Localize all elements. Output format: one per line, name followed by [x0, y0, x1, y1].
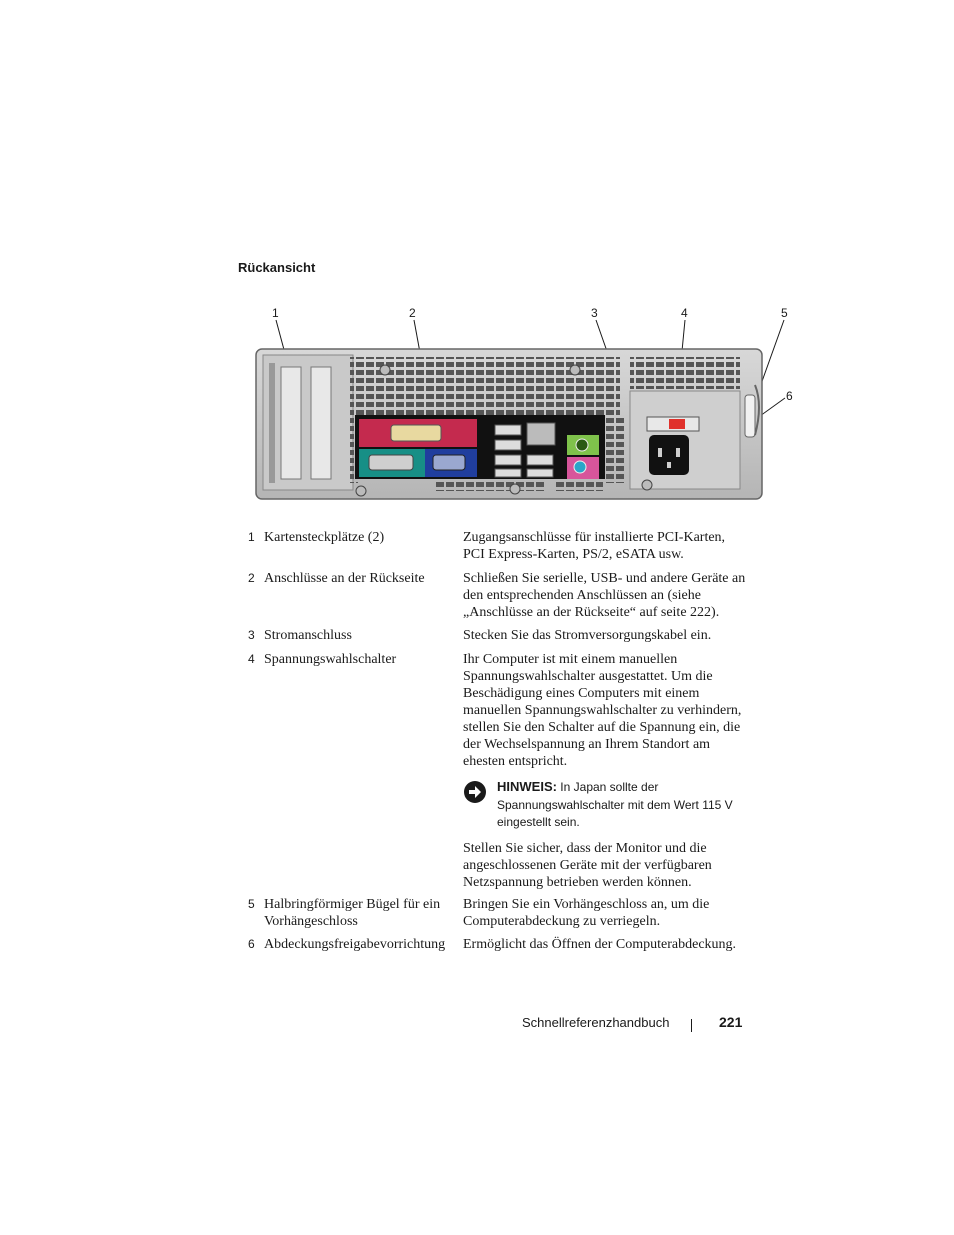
callout-4: 4 [681, 306, 688, 320]
item-label: Stromanschluss [264, 628, 352, 643]
footer-separator [691, 1019, 692, 1032]
footer-title: Schnellreferenzhandbuch [522, 1015, 670, 1030]
notice-text: In Japan sollte der Spannungswahlschalter mit dem Wert 115 V eingestellt sein. [497, 780, 733, 829]
item-number: 3 [248, 628, 255, 642]
callout-1: 1 [272, 306, 279, 320]
callout-2: 2 [409, 306, 416, 320]
item-number: 2 [248, 571, 255, 585]
item-description: Zugangsanschlüsse für installierte PCI-Karten, PCI Express-Karten, PS/2, eSATA usw. [463, 530, 726, 562]
callout-5: 5 [781, 306, 788, 320]
item-description [463, 651, 748, 891]
item-description-text: Ihr Computer ist mit einem manuellen Spannungswahlschalter ausgestattet. Um die Beschädigung eines Computers mit einem manuellen Spannungswahlschalter zu verhindern, stellen Sie den Schalter auf die Spannung ein, die der Wechselspannung an Ihrem Standort am ehesten entspricht. [463, 652, 742, 769]
item-number: 5 [248, 897, 255, 911]
item-description-text: Stellen Sie sicher, dass der Monitor und die angeschlossenen Geräte mit der verfügbaren Netzspannung betrieben werden können. [463, 840, 712, 890]
item-label: Halbringförmiger Bügel für ein Vorhängeschloss [264, 897, 441, 929]
item-label: Anschlüsse an der Rückseite [264, 571, 425, 586]
notice-arrow-icon [463, 780, 487, 804]
item-description: Stecken Sie das Stromversorgungskabel ein. [463, 628, 712, 643]
section-heading: Rückansicht [238, 260, 316, 275]
item-number: 4 [248, 652, 255, 666]
callout-3: 3 [591, 306, 598, 320]
notice-label: HINWEIS: [497, 779, 557, 794]
page-number: 221 [719, 1014, 743, 1030]
item-description: Schließen Sie serielle, USB- und andere Geräte an den entsprechenden Anschlüssen an (siehe „Anschlüsse an der Rückseite“ auf seite 222). [463, 571, 746, 620]
item-description: Ermöglicht das Öffnen der Computerabdeckung. [463, 937, 737, 952]
item-label: Abdeckungsfreigabevorrichtung [264, 937, 446, 952]
computer-back-view-illustration [255, 345, 765, 503]
item-label: Kartensteckplätze (2) [264, 530, 385, 545]
item-description: Bringen Sie ein Vorhängeschloss an, um die Computerabdeckung zu verriegeln. [463, 897, 710, 929]
callout-6: 6 [786, 389, 793, 403]
notice-box [463, 778, 748, 832]
item-number: 1 [248, 530, 255, 544]
item-label: Spannungswahlschalter [264, 652, 397, 667]
item-number: 6 [248, 937, 255, 951]
